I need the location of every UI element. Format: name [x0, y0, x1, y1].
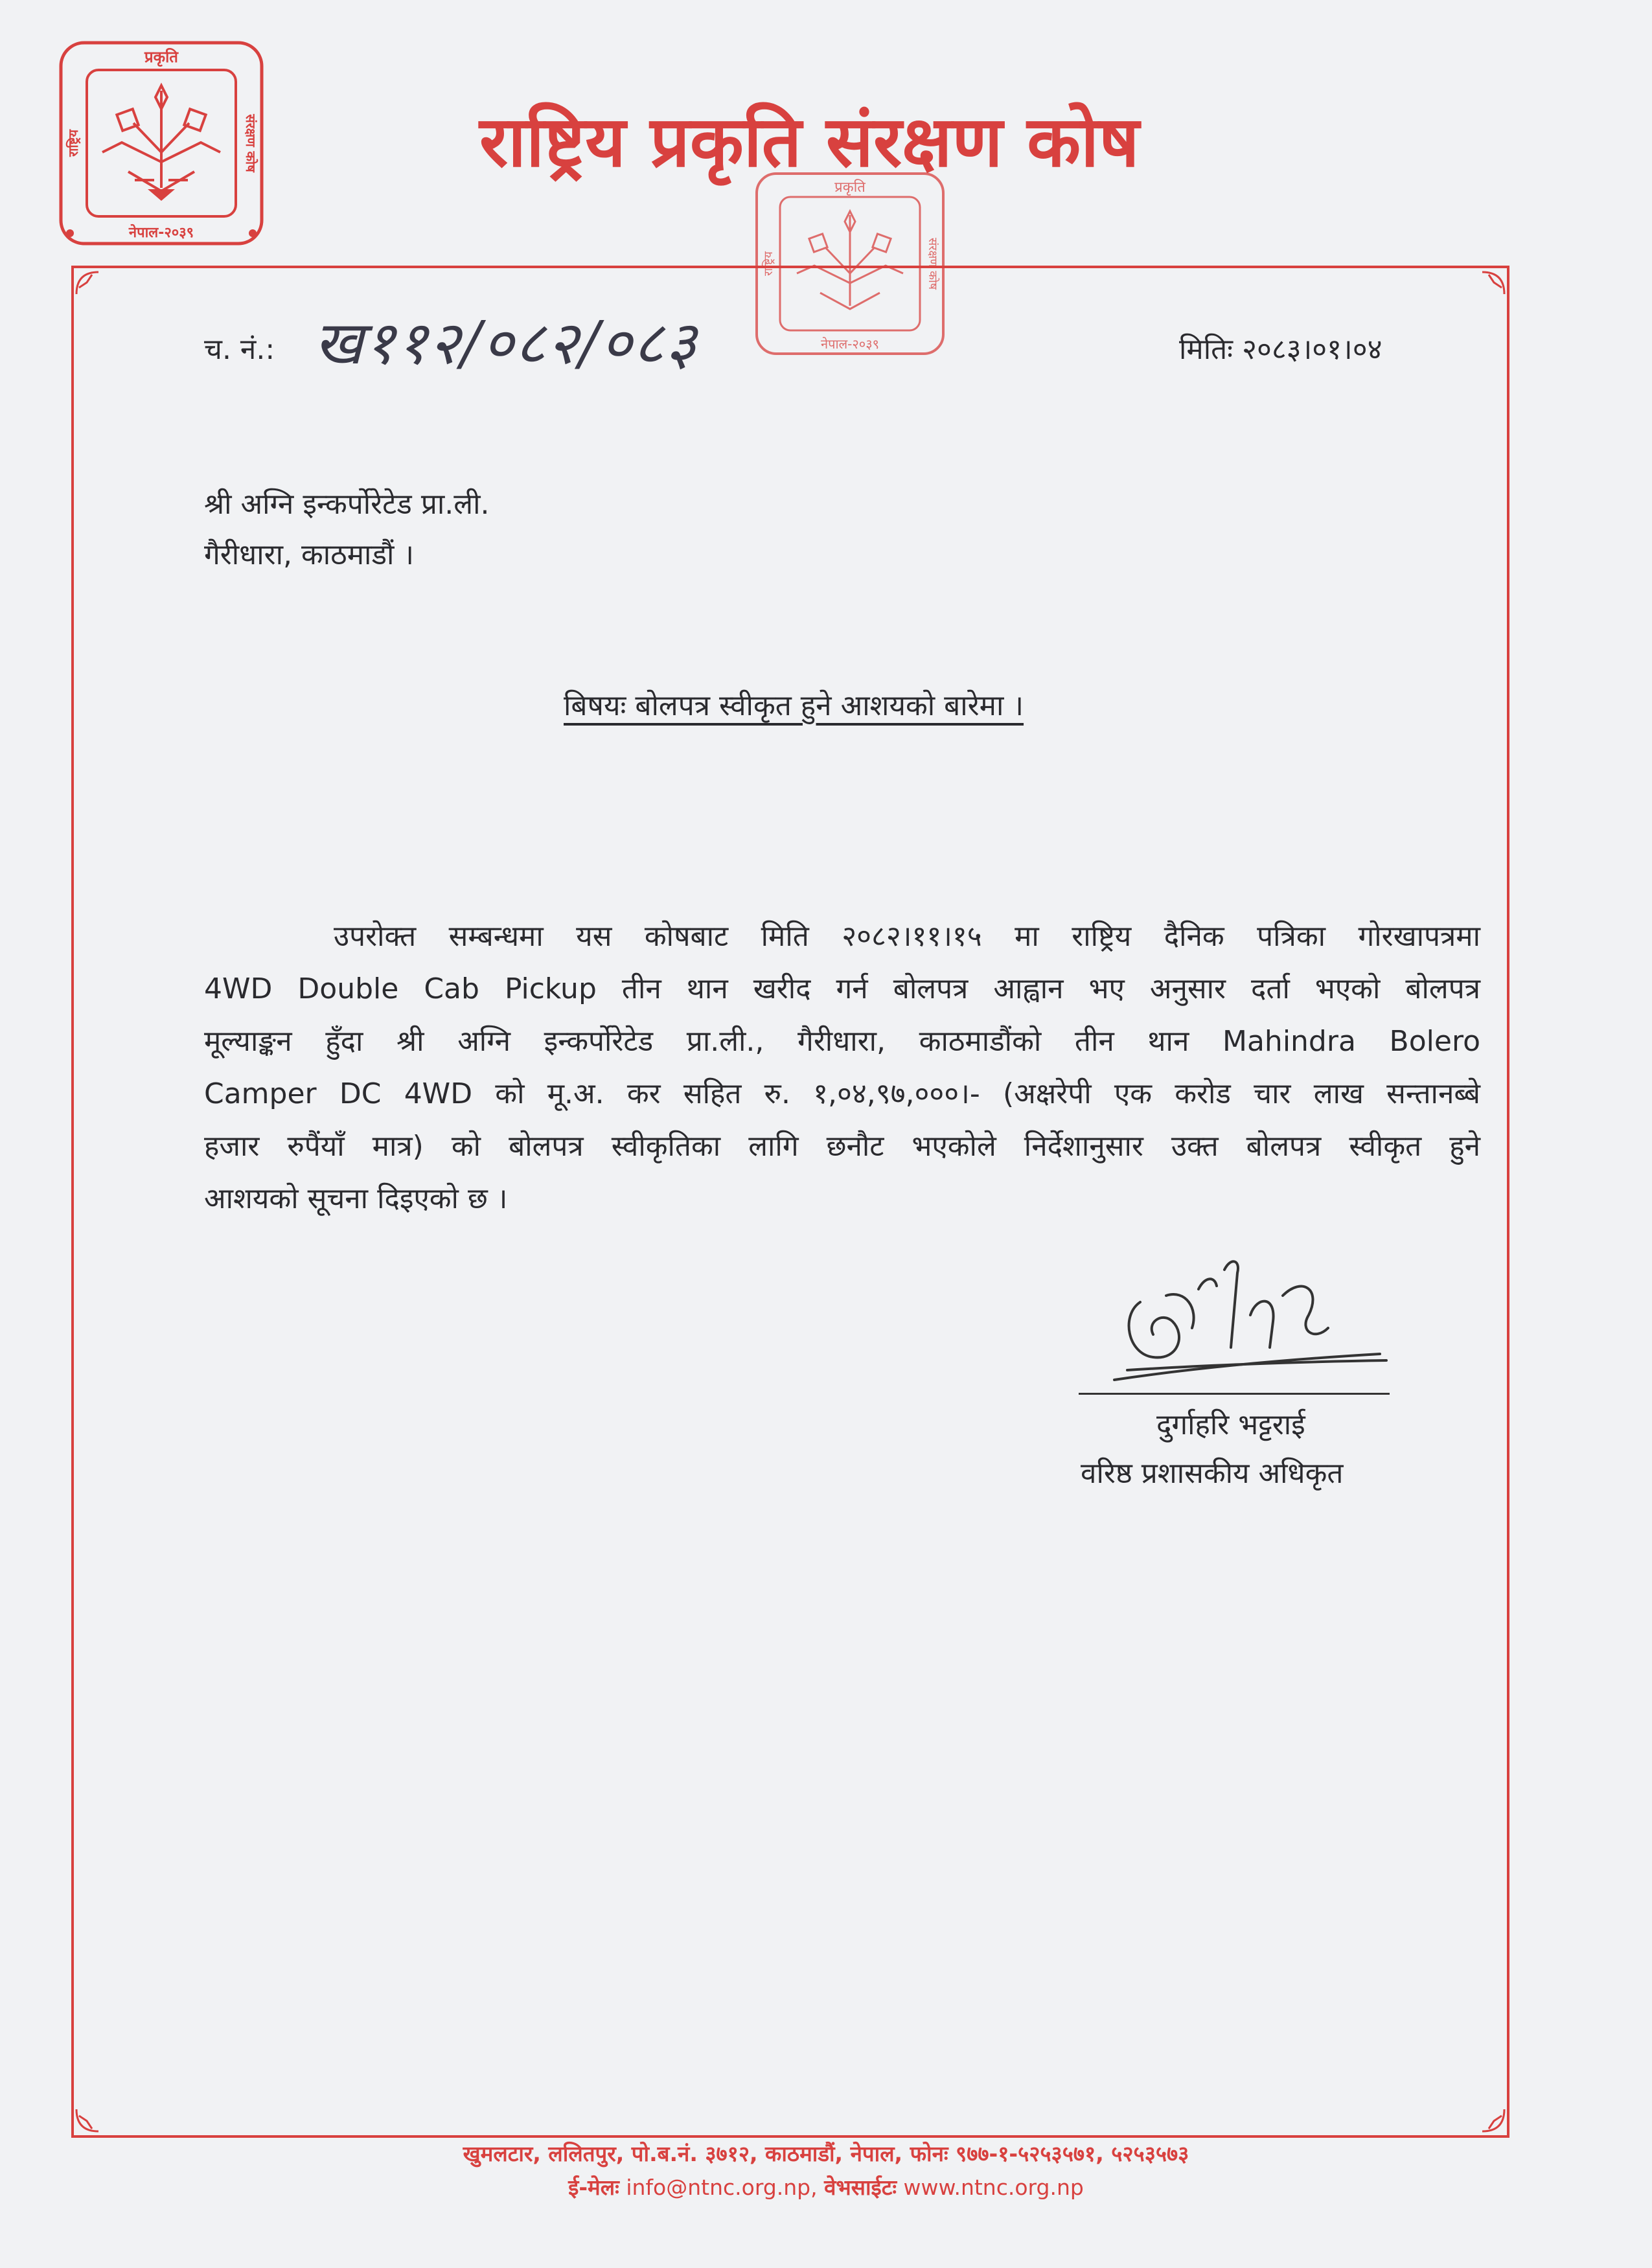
date-value: २०८३।०१।०४ — [1242, 333, 1382, 366]
email-label: ई-मेलः — [568, 2175, 619, 2200]
signatory-name: दुर्गाहरि भट्टराई — [1156, 1408, 1305, 1441]
addressee-location: गैरीधारा, काठमाडौं । — [204, 538, 415, 571]
organization-logo — [57, 39, 266, 247]
website-link[interactable]: www.ntnc.org.np — [903, 2175, 1084, 2200]
signatory-title: वरिष्ठ प्रशासकीय अधिकृत — [1081, 1457, 1344, 1490]
organization-name: राष्ट्रिय प्रकृति संरक्षण कोष — [479, 102, 1140, 183]
handwritten-signature — [1101, 1250, 1399, 1399]
email-link[interactable]: info@ntnc.org.np, — [626, 2175, 818, 2200]
letter-body — [204, 910, 1480, 1225]
official-seal-stamp — [753, 170, 947, 358]
website-label: वेभसाईटः — [824, 2175, 897, 2200]
body-line: मूल्याङ्कन हुँदा श्री अग्नि इन्कर्पोरेटेड प्रा.ली., गैरीधारा, काठमाडौंको तीन थान Mahindra Bolero — [204, 1025, 1480, 1058]
corner-ornament-icon — [73, 2105, 102, 2135]
addressee-name: श्री अग्नि इन्कर्पोरेटेड प्रा.ली. — [204, 488, 490, 521]
corner-ornament-icon — [1478, 2105, 1508, 2135]
svg-text:संरक्षण कोष: संरक्षण कोष — [926, 237, 939, 290]
svg-text:प्रकृति: प्रकृति — [834, 179, 866, 196]
body-line: Camper DC 4WD को मू.अ. कर सहित रु. १,०४,९७,०००।- (अक्षरेपी एक करोड चार लाख सन्तानब्बे — [204, 1077, 1480, 1110]
svg-text:राष्ट्रिय: राष्ट्रिय — [65, 130, 81, 157]
reference-label: च. नं.: — [204, 333, 275, 366]
svg-text:संरक्षण कोष: संरक्षण कोष — [243, 114, 258, 172]
body-line: उपरोक्त सम्बन्धमा यस कोषबाट मिति २०८२।११।१५ मा राष्ट्रिय दैनिक पत्रिका गोरखापत्रमा — [334, 920, 1480, 953]
body-line: आशयको सूचना दिइएको छ । — [204, 1182, 508, 1215]
svg-text:नेपाल-२०३९: नेपाल-२०३९ — [820, 336, 880, 352]
letter-subject: बिषयः बोलपत्र स्वीकृत हुने आशयको बारेमा । — [564, 689, 1024, 722]
svg-text:नेपाल-२०३९: नेपाल-२०३९ — [128, 225, 194, 241]
svg-text:राष्ट्रिय: राष्ट्रिय — [762, 251, 775, 276]
reference-number-handwritten: ख११२/०८२/०८३ — [314, 308, 698, 378]
footer-contact — [0, 2171, 1652, 2204]
corner-ornament-icon — [1478, 268, 1508, 298]
svg-text:प्रकृति: प्रकृति — [144, 48, 178, 66]
signature-line — [1079, 1393, 1390, 1395]
date-label: मितिः — [1179, 333, 1233, 366]
addressee-block — [204, 479, 489, 580]
footer-address: खुमलटार, ललितपुर, पो.ब.नं. ३७१२, काठमाडौं, नेपाल, फोनः ९७७-१-५२५३५७१, ५२५३५७३ — [463, 2141, 1189, 2166]
body-line: हजार रुपैंयाँ मात्र) को बोलपत्र स्वीकृतिका लागि छनौट भएकोले निर्देशानुसार उक्त बोलपत्र स्वीकृत हुने — [204, 1130, 1480, 1163]
body-line: 4WD Double Cab Pickup तीन थान खरीद गर्न बोलपत्र आह्वान भए अनुसार दर्ता भएको बोलपत्र — [204, 972, 1480, 1005]
letter-date — [1179, 327, 1382, 372]
corner-ornament-icon — [73, 268, 102, 298]
